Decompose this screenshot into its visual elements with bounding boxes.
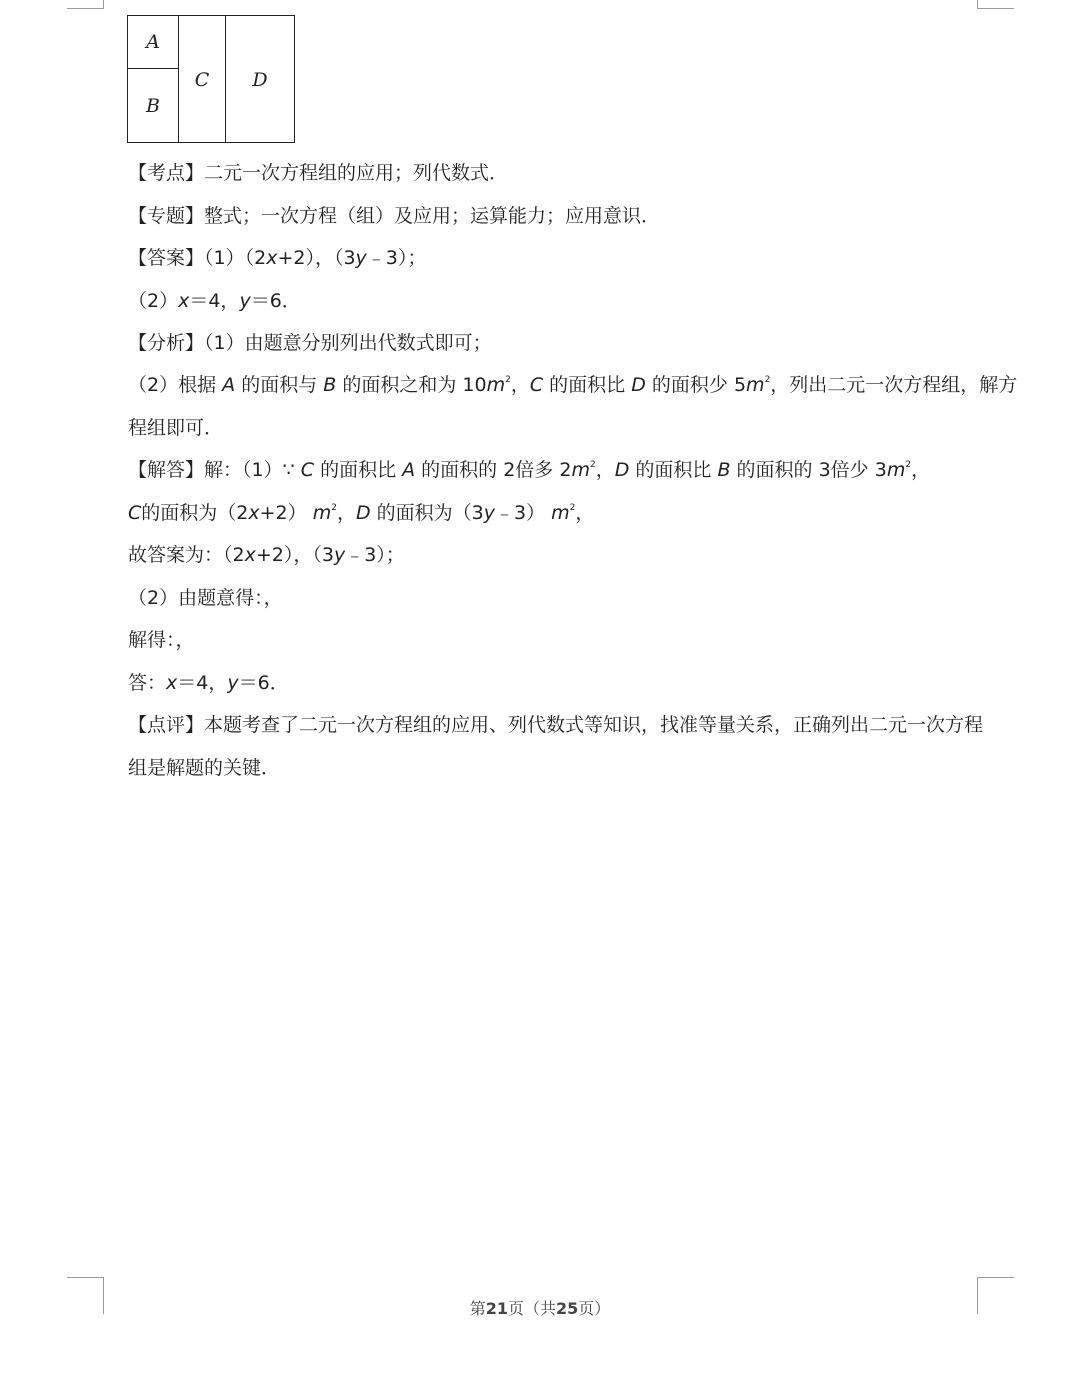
var: x (248, 502, 260, 524)
answer-line-2 (128, 289, 301, 313)
solution-line-4: （2）由题意得：， (128, 587, 283, 609)
var: x (178, 290, 190, 312)
text: 的面积为（3 (376, 502, 484, 524)
solution-line-5: 解得：， (128, 629, 195, 651)
text: 的面积的 2倍多 2 (421, 459, 572, 481)
var: B (323, 374, 337, 396)
page-number: 21 (485, 1299, 508, 1318)
text: ， (575, 502, 595, 524)
cell-c: C (179, 16, 226, 143)
text: ， (595, 459, 615, 481)
area-diagram (127, 15, 295, 143)
text: ， (911, 459, 931, 481)
text: 的面积之和为 10 (342, 374, 487, 396)
knowledge-point-line: 【考点】二元一次方程组的应用；列代数式． (128, 162, 509, 184)
exponent: 2 (331, 503, 337, 513)
footer-text: 页） (578, 1299, 611, 1318)
var: m (551, 502, 570, 524)
solution-line (128, 458, 930, 482)
text: ＝6． (238, 672, 289, 694)
exponent: 2 (589, 460, 596, 470)
solution-line-2 (128, 501, 594, 525)
analysis-line-2 (128, 373, 1017, 397)
var: m (486, 374, 506, 396)
text: ＝4， (189, 290, 240, 312)
var: y (239, 290, 251, 312)
comment-line: 【点评】本题考查了二元一次方程组的应用、列代数式等知识，找准等量关系，正确列出二元一次方程 (128, 714, 984, 736)
text: 的面积比 (635, 459, 712, 481)
topic-line: 【专题】整式；一次方程（组）及应用；运算能力；应用意识． (128, 205, 661, 227)
text: ，列出二元一次方程组，解方 (770, 374, 1018, 396)
analysis-line: 【分析】（1）由题意分别列出代数式即可； (128, 332, 492, 354)
text: 故答案为：（2 (128, 544, 245, 566)
text: 的面积少 5 (651, 374, 747, 396)
var: C (300, 459, 315, 481)
var: A (222, 374, 236, 396)
crop-mark-top-left (67, 0, 104, 9)
text: ﹣3）； (366, 247, 427, 269)
var: x (244, 544, 256, 566)
text: ﹣3）； (345, 544, 405, 566)
exponent: 2 (569, 503, 576, 513)
var: C (128, 502, 142, 524)
text: 的面积比 (320, 459, 397, 481)
var: m (746, 374, 765, 396)
text: ＝6． (250, 290, 301, 312)
solution-line-3 (128, 543, 405, 567)
exponent: 2 (505, 375, 511, 385)
exponent: 2 (905, 460, 912, 470)
text: 【答案】（1）（2 (128, 247, 267, 269)
var: y (333, 544, 346, 566)
text: 的面积与 (241, 374, 318, 396)
footer-text: 第 (469, 1299, 486, 1318)
var: y (355, 247, 367, 269)
text: （2）根据 (128, 374, 217, 396)
text: 的面积为（2 (141, 502, 249, 524)
answer-line (128, 246, 426, 270)
exponent: 2 (764, 375, 771, 385)
var: D (355, 502, 371, 524)
text: +2） (259, 502, 307, 524)
var: m (312, 502, 332, 524)
analysis-line-3: 程组即可． (128, 417, 224, 439)
text: ， (336, 502, 356, 524)
text: +2），（3 (277, 247, 356, 269)
text: +2），（3 (255, 544, 334, 566)
text: （2） (128, 290, 179, 312)
var: B (717, 459, 731, 481)
cell-a: A (128, 16, 179, 69)
text: ﹣3） (494, 502, 546, 524)
solution-line-6 (128, 671, 289, 695)
var: x (266, 247, 278, 269)
text: ＝4， (177, 672, 228, 694)
var: m (571, 459, 590, 481)
cell-b: B (128, 69, 179, 143)
comment-line-2: 组是解题的关键． (128, 757, 281, 779)
var: D (614, 459, 630, 481)
text: 的面积的 3倍少 3 (736, 459, 887, 481)
var: y (483, 502, 495, 524)
var: y (227, 672, 239, 694)
var: D (631, 374, 646, 396)
var: m (886, 459, 906, 481)
total-pages: 25 (556, 1299, 579, 1318)
text: ， (510, 374, 530, 396)
cell-d: D (252, 68, 268, 91)
var: C (529, 374, 544, 396)
page-footer (0, 1296, 1080, 1319)
text: 答： (128, 672, 167, 694)
text: 的面积比 (549, 374, 626, 396)
var: A (402, 459, 416, 481)
var: x (166, 672, 178, 694)
footer-text: 页（共 (507, 1299, 556, 1318)
crop-mark-top-right (977, 0, 1014, 9)
text: 【解答】解：（1）∵ (128, 459, 295, 481)
